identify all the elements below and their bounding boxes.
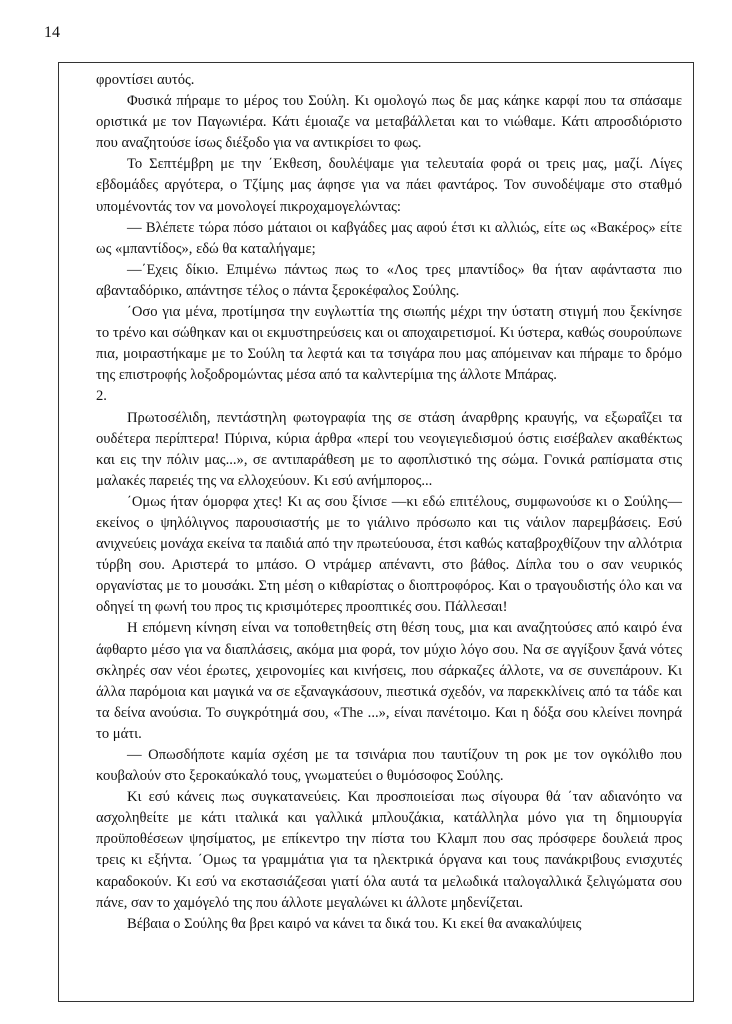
paragraph: ΄Οσο για μένα, προτίμησα την ευγλωττία της σιωπής μέχρι την ύστατη στιγμή που ξεκίνησε το τρένο και σώθηκαν και οι εκμυστηρεύσεις και οι αποχαιρετισμοί. Κι ύστερα, καθώς σουρούπωνε πια, μοιραστήκαμε με το Σούλη τα λεφτά και τα τσιγάρα που μας απόμειναν και πήραμε το δρόμο της επιστροφής λοξοδρομώντας μέσα από τα καλντερίμια της άλλοτε Μπάρας. — [96, 304, 682, 384]
dialogue-line: — Οπωσδήποτε καμία σχέση με τα τσινάρια που ταυτίζουν τη ροκ με τον ογκόλιθο που κουβαλούν στο ξεροκαύκαλό τους, γνωματεύει ο θυμόσοφος Σούλης. — [96, 747, 682, 785]
dialogue-line: —΄Εχεις δίκιο. Επιμένω πάντως πως το «Λος τρες μπαντίδος» θα ήταν αφάνταστα πιο αβανταδόρικο, απάντησε τέλος ο πάντα ξεροκέφαλος Σούλης. — [96, 261, 682, 299]
page-body — [96, 70, 682, 935]
dialogue-line: — Βλέπετε τώρα πόσο μάταιοι οι καβγάδες μας αφού έτσι κι αλλιώς, είτε ως «Βακέρος» είτε ως «μπαντίδος», εδώ θα καταλήγαμε; — [96, 219, 682, 257]
paragraph: Η επόμενη κίνηση είναι να τοποθετηθείς στη θέση τους, μια και αναζητούσες από καιρό ένα άφθαρτο μέσο για να διαπλάσεις, ακόμα μια φορά, τον μύχιο λόγο σου. Να σε αγγίξουν ξανά νότες σκληρές σαν νέοι έρωτες, χειρονομίες και κινήσεις, που σάρκαζες άλλοτε, να σε συνεπάρουν. Κι άλλα παρόμοια και μαγικά να σε εξαναγκάσουν, πιεστικά σχεδόν, να παρεκκλίνεις από τα τάδε και τα δείνα ανούσια. Το συγκρότημά σου, «The ...», είναι πανέτοιμο. Και η δόξα σου κλείνει πονηρά το μάτι. — [96, 620, 682, 742]
paragraph: φροντίσει αυτός. — [96, 72, 195, 88]
paragraph: Το Σεπτέμβρη με την ΄Εκθεση, δουλέψαμε για τελευταία φορά οι τρεις μας, μαζί. Λίγες εβδομάδες αργότερα, ο Τζίμης μας άφησε για να πάει φαντάρος. Τον συνοδέψαμε στο σταθμό υπομένοντάς τον να μονολογεί πικροχαμογελώντας: — [96, 156, 682, 215]
page-number: 14 — [44, 24, 60, 41]
paragraph: Φυσικά πήραμε το μέρος του Σούλη. Κι ομολογώ πως δε μας κάηκε καρφί που τα σπάσαμε οριστικά με τον Παγωνιέρα. Κάτι έμοιαζε να μεταβάλλεται και το νιώθαμε. Κάτι απροσδιόριστο που αναζητούσε ίσως διέξοδο για να αντικρίσει το φως. — [96, 93, 682, 152]
paragraph: Πρωτοσέλιδη, πεντάστηλη φωτογραφία της σε στάση άναρθρης κραυγής, να εξωραΐζει τα ουδέτερα περίπτερα! Πύρινα, κύρια άρθρα «περί του νεογιεγιεδισμού όστις εισέβαλεν ακαθέκτως και εις την πόλιν μας...», σε αντιπαράθεση με το αφοπλιστικό της σώμα. Γονικά ραπίσματα στις μαλακές παρειές της να ελλοχεύουν. Κι εσύ ανήμπορος... — [96, 409, 682, 489]
section-number: 2. — [96, 388, 107, 405]
paragraph: ΄Ομως ήταν όμορφα χτες! Κι ας σου ξίνισε —κι εδώ επιτέλους, συμφωνούσε κι ο Σούλης— εκείνος ο ψηλόλιγνος παρουσιαστής με το γιάλινο πρόσωπο και τις νάιλον παρεμβάσεις. Εσύ ανιχνεύεις μονάχα εκείνα τα παιδιά από την πρωτεύουσα, έτσι καθώς καταβροχθίζουν την αλλότρια τύρβη σου. Αριστερά το μπάσο. Ο ντράμερ απέναντι, στο βάθος. Δίπλα του ο σαν νευρικός οργανίστας με το μουσάκι. Στη μέση ο κιθαρίστας ο διοπτροφόρος. Και ο τραγουδιστής όλο και να οδηγεί τη φωνή του προς τις κρισιμότερες προοπτικές σου. Πάλλεσαι! — [96, 493, 682, 616]
paragraph: Βέβαια ο Σούλης θα βρει καιρό να κάνει τα δικά του. Κι εκεί θα ανακαλύψεις — [127, 915, 582, 932]
paragraph: Κι εσύ κάνεις πως συγκατανεύεις. Και προσποιείσαι πως σίγουρα θά ΄ταν αδιανόητο να ασχοληθείτε με κάτι ιταλικά και γαλλικά μπλουζάκια, κατάλληλα μόνο για τη δημιουργία προϋποθέσεων ψησίματος, με επίκεντρο την πίστα του Κλαμπ που σας πρόσφερε δουλειά προς τρεις κι εξήντα. ΄Ομως τα γραμμάτια για τα ηλεκτρικά όργανα και τους πανάκριβους ενισχυτές καραδοκούν. Κι εσύ να εκστασιάζεσαι γιατί όλα αυτά τα μελωδικά ιταλογαλλικά ξελιγώματα σου πάνε, σαν το χαμόγελό της που άλλοτε μεγαλώνει κι άλλοτε μηδενίζεται. — [96, 789, 682, 911]
